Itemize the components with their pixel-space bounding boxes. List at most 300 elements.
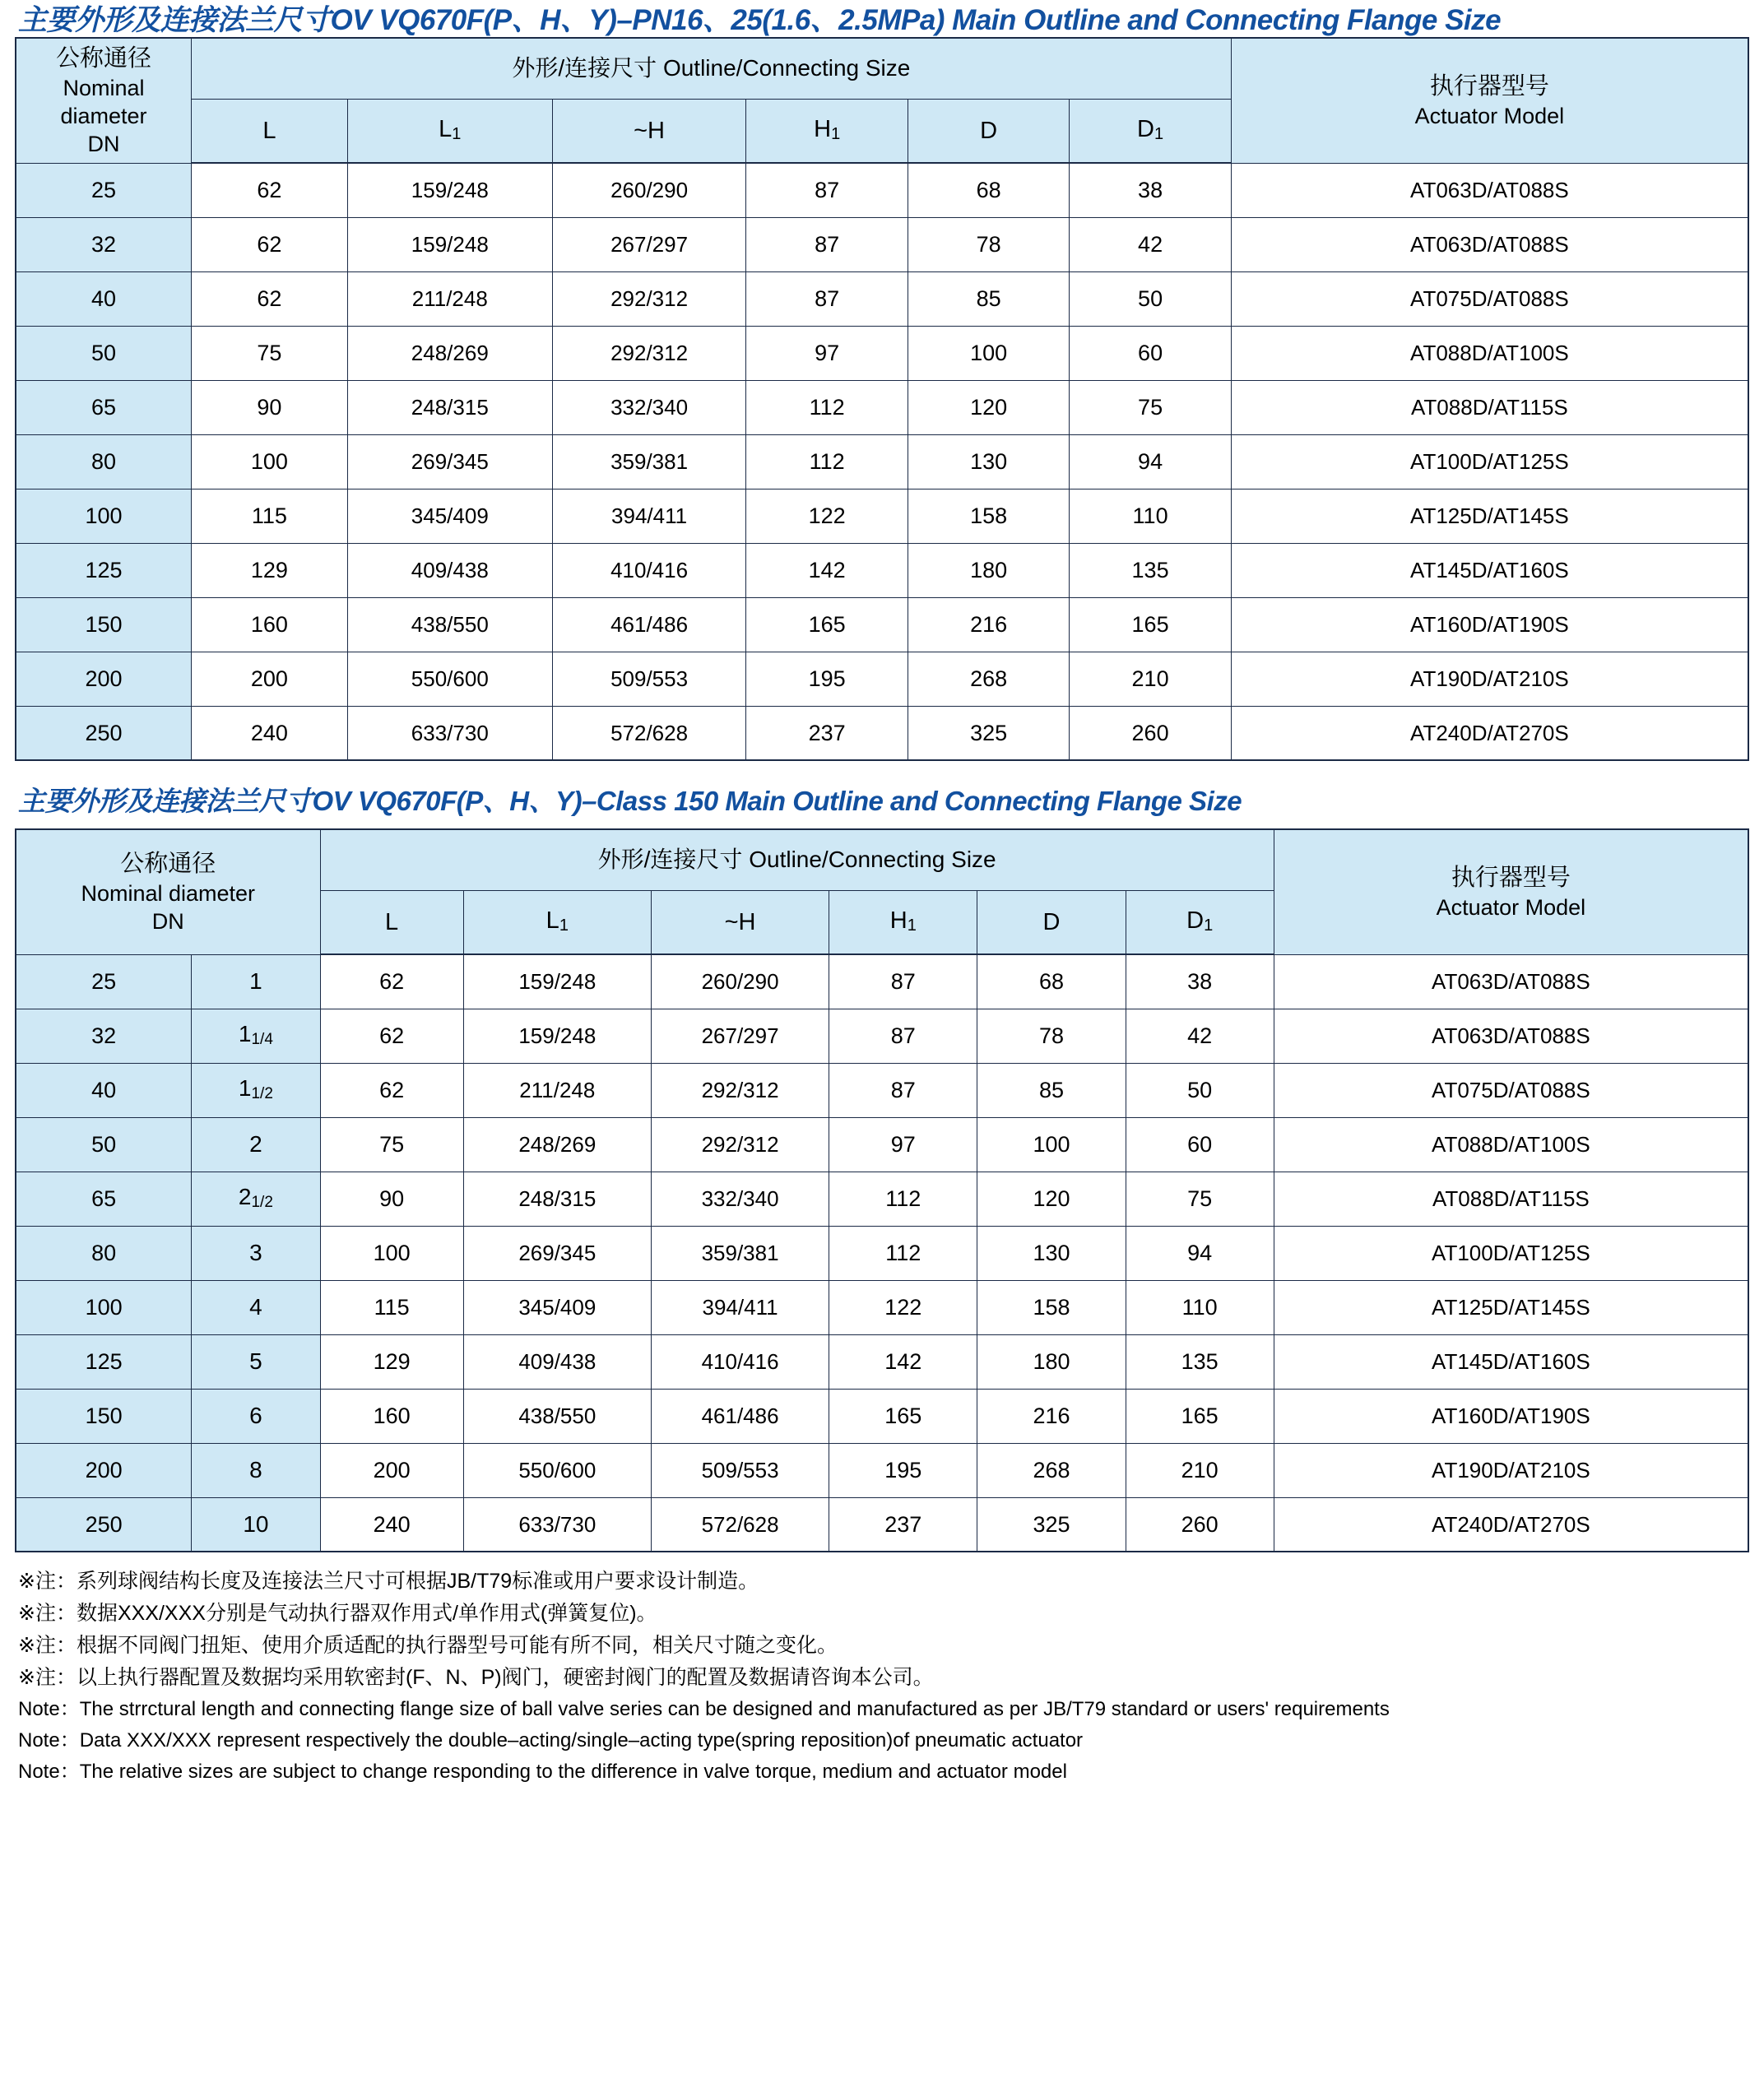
cell-H-text: 267/297: [701, 1023, 779, 1048]
cell-nominal-diameter-text: 100: [85, 1295, 123, 1320]
cell-L1: [347, 380, 552, 434]
table-row: [16, 1280, 1748, 1334]
cell-D: [908, 271, 1069, 326]
cell-L-text: 200: [373, 1458, 411, 1482]
cell-nominal-diameter: [16, 1172, 192, 1226]
cell-H: [552, 706, 746, 760]
table-row: [16, 652, 1748, 706]
class150-dimension-table: [15, 828, 1749, 1552]
cell-nominal-diameter-text: 200: [85, 666, 123, 691]
inch-fraction: 1/2: [251, 1085, 273, 1102]
cell-L1-text: 211/248: [411, 286, 488, 311]
cell-nominal-diameter-inch: [192, 1063, 320, 1117]
cell-L-text: 129: [250, 558, 288, 582]
cell-D1-text: 38: [1138, 178, 1163, 203]
cell-D-text: 100: [1033, 1132, 1070, 1157]
cell-L-text: 240: [250, 720, 288, 745]
cell-H: [651, 1009, 829, 1063]
cell-nominal-diameter-text: 125: [85, 1349, 123, 1374]
cell-H-text: 332/340: [701, 1186, 779, 1211]
cell-D1: [1070, 652, 1231, 706]
cell-D-text: 85: [976, 286, 1001, 311]
cell-nominal-diameter-inch-text: [249, 1457, 262, 1482]
cell-H1: [829, 1009, 977, 1063]
cell-D1-text: 75: [1138, 395, 1163, 420]
cell-L: [191, 217, 347, 271]
cell-H: [651, 1117, 829, 1172]
cell-H1: [746, 434, 908, 489]
cell-nominal-diameter-text: 32: [91, 1023, 117, 1048]
cell-D: [908, 380, 1069, 434]
cell-nominal-diameter-text: 32: [91, 232, 116, 257]
cell-H-text: 572/628: [701, 1511, 779, 1537]
cell-D1: [1126, 1117, 1274, 1172]
cell-nominal-diameter-inch: [192, 1117, 320, 1172]
cell-H1: [746, 163, 908, 217]
cell-D: [977, 1172, 1126, 1226]
cell-D-text: 68: [976, 178, 1001, 203]
cell-D1: [1126, 1063, 1274, 1117]
cell-actuator-model: [1274, 1009, 1748, 1063]
cell-H1: [746, 217, 908, 271]
cell-H: [552, 652, 746, 706]
table-row: [16, 163, 1748, 217]
cell-H-text: 260/290: [610, 178, 689, 203]
cell-D1: [1126, 1009, 1274, 1063]
cell-nominal-diameter: [16, 434, 191, 489]
cell-H: [651, 1334, 829, 1389]
cell-L1: [463, 954, 651, 1009]
table-row: [16, 1497, 1748, 1552]
cell-L: [320, 1389, 463, 1443]
cell-H: [552, 271, 746, 326]
cell-nominal-diameter-inch: [192, 1334, 320, 1389]
table-row: [16, 326, 1748, 380]
section-2-title: 主要外形及连接法兰尺寸OV VQ670F(P、H、Y)–Class 150 Main Outline and Connecting Flange Size: [18, 786, 1242, 816]
cell-D1: [1126, 954, 1274, 1009]
cell-H-text: 410/416: [610, 558, 689, 582]
header-actuator-model: [1231, 38, 1748, 163]
cell-nominal-diameter-inch: [192, 1009, 320, 1063]
cell-actuator-model-text: AT100D/AT125S: [1432, 1241, 1590, 1265]
cell-L-text: 75: [379, 1132, 405, 1157]
header-col-L1-2: $L_1$: [463, 890, 651, 954]
cell-nominal-diameter-inch: [192, 1226, 320, 1280]
cell-L-text: 160: [373, 1404, 411, 1428]
header-actuator-model-2: [1274, 829, 1748, 954]
cell-L1-text: 159/248: [411, 178, 489, 203]
cell-H1-text: 112: [885, 1186, 921, 1211]
cell-L1: [463, 1009, 651, 1063]
cell-H1: [829, 1172, 977, 1226]
cell-L1-text: 211/248: [519, 1078, 596, 1102]
header-nominal-diameter-2-en1: Nominal diameter: [81, 880, 256, 906]
inch-whole: 1: [249, 968, 262, 994]
cell-H1: [746, 706, 908, 760]
cell-H-text: 410/416: [701, 1349, 779, 1374]
cell-L1-text: 409/438: [411, 558, 489, 582]
cell-L1: [463, 1280, 651, 1334]
cell-L: [320, 1009, 463, 1063]
cell-L1-text: 345/409: [411, 503, 489, 528]
cell-D: [977, 1117, 1126, 1172]
table-row: [16, 954, 1748, 1009]
cell-H1: [829, 1497, 977, 1552]
cell-L1-text: 345/409: [518, 1295, 597, 1320]
cell-nominal-diameter-inch-text: [239, 1184, 273, 1209]
cell-D1-text: 75: [1187, 1186, 1213, 1211]
cell-H-text: 509/553: [701, 1458, 779, 1482]
cell-D1: [1126, 1389, 1274, 1443]
cell-H: [552, 326, 746, 380]
cell-H: [651, 1280, 829, 1334]
cell-actuator-model-text: AT240D/AT270S: [1410, 720, 1569, 745]
header-outline-connecting-size: 外形/连接尺寸 Outline/Connecting Size: [191, 38, 1231, 99]
cell-L-text: 90: [379, 1186, 405, 1211]
cell-L1: [347, 489, 552, 543]
cell-L1: [347, 652, 552, 706]
cell-H: [552, 597, 746, 652]
cell-D: [908, 489, 1069, 543]
cell-actuator-model: [1274, 1063, 1748, 1117]
header-nominal-diameter-en1: Nominal: [63, 75, 145, 100]
cell-D1: [1070, 489, 1231, 543]
cell-D-text: 158: [970, 503, 1008, 528]
cell-L: [191, 597, 347, 652]
cell-L1: [347, 543, 552, 597]
cell-L: [320, 1117, 463, 1172]
cell-L1-text: 248/269: [518, 1132, 597, 1157]
cell-nominal-diameter-text: 250: [85, 720, 123, 745]
cell-actuator-model-text: AT160D/AT190S: [1410, 612, 1569, 637]
cell-L1-text: 269/345: [518, 1241, 597, 1265]
cell-nominal-diameter: [16, 271, 191, 326]
cell-D-text: 216: [1033, 1404, 1070, 1428]
cell-D: [908, 163, 1069, 217]
cell-actuator-model-text: AT145D/AT160S: [1410, 558, 1569, 582]
cell-actuator-model: [1231, 163, 1748, 217]
inch-whole: 1: [238, 1075, 252, 1101]
cell-H: [552, 163, 746, 217]
cell-H1-text: 112: [809, 395, 845, 420]
cell-actuator-model: [1274, 1280, 1748, 1334]
table-row: [16, 706, 1748, 760]
table-row: [16, 1389, 1748, 1443]
cell-L-text: 100: [373, 1241, 411, 1265]
cell-H1: [746, 380, 908, 434]
cell-L1-text: 550/600: [411, 666, 489, 691]
table-1-body: [16, 163, 1748, 760]
cell-H1-text: 122: [884, 1295, 922, 1320]
cell-H-text: 267/297: [610, 232, 689, 257]
cell-H-text: 260/290: [701, 969, 779, 995]
cell-D1: [1070, 271, 1231, 326]
cell-actuator-model: [1274, 1172, 1748, 1226]
table-row: [16, 380, 1748, 434]
cell-nominal-diameter: [16, 597, 191, 652]
header-nominal-diameter-cn: 公称通径: [55, 44, 151, 72]
header-col-H1-2: $H_1$: [829, 890, 977, 954]
cell-L: [191, 271, 347, 326]
cell-H-text: 359/381: [701, 1241, 779, 1265]
cell-nominal-diameter-inch-text: [243, 1511, 268, 1537]
cell-nominal-diameter-text: 125: [85, 558, 123, 582]
header-col-H1: $H_1$: [746, 99, 908, 163]
table-row: [16, 1226, 1748, 1280]
cell-actuator-model-text: AT125D/AT145S: [1432, 1295, 1590, 1320]
inch-whole: 8: [249, 1457, 262, 1482]
cell-L: [191, 326, 347, 380]
cell-nominal-diameter-inch-text: [249, 1403, 262, 1428]
cell-H1-text: 142: [884, 1349, 922, 1374]
cell-H: [552, 380, 746, 434]
cell-D1: [1126, 1443, 1274, 1497]
cell-H1-text: 87: [890, 1078, 916, 1102]
cell-nominal-diameter-text: 150: [85, 1404, 123, 1428]
cell-actuator-model-text: AT190D/AT210S: [1410, 666, 1569, 691]
cell-H-text: 359/381: [610, 449, 689, 474]
cell-D1-text: 50: [1138, 286, 1163, 311]
notes-block: [15, 1566, 1749, 1788]
cell-L-text: 62: [257, 286, 282, 311]
note-line: ※注：数据XXX/XXX分别是气动执行器双作用式/单作用式(弹簧复位)。: [18, 1602, 657, 1625]
table-2-head: [16, 829, 1748, 954]
cell-actuator-model-text: AT190D/AT210S: [1432, 1458, 1590, 1482]
cell-D1: [1126, 1334, 1274, 1389]
cell-actuator-model: [1274, 1117, 1748, 1172]
cell-actuator-model-text: AT075D/AT088S: [1432, 1078, 1590, 1102]
cell-D1: [1070, 597, 1231, 652]
cell-nominal-diameter: [16, 543, 191, 597]
cell-L1-text: 248/315: [411, 395, 489, 420]
cell-L1: [463, 1226, 651, 1280]
table-row: [16, 597, 1748, 652]
cell-D: [908, 217, 1069, 271]
cell-actuator-model-text: AT063D/AT088S: [1410, 178, 1569, 202]
cell-L: [320, 1443, 463, 1497]
cell-D-text: 120: [970, 395, 1008, 420]
table-row: [16, 271, 1748, 326]
cell-nominal-diameter: [16, 1443, 192, 1497]
cell-H1: [746, 652, 908, 706]
cell-L: [320, 1280, 463, 1334]
cell-D1-text: 42: [1187, 1023, 1213, 1048]
cell-L-text: 90: [257, 395, 282, 420]
cell-H1: [829, 1334, 977, 1389]
cell-L1: [463, 1063, 651, 1117]
cell-H1-text: 87: [890, 969, 916, 995]
cell-L-text: 62: [379, 1078, 405, 1102]
cell-nominal-diameter-text: 80: [91, 1241, 117, 1265]
cell-L1: [463, 1497, 651, 1552]
cell-H1-text: 237: [808, 720, 846, 745]
cell-nominal-diameter: [16, 1280, 192, 1334]
cell-L1: [347, 434, 552, 489]
cell-nominal-diameter: [16, 1226, 192, 1280]
cell-nominal-diameter-text: 25: [91, 178, 116, 202]
cell-D1-text: 210: [1181, 1458, 1219, 1482]
header-col-D1: $D_1$: [1070, 99, 1231, 163]
cell-H1-text: 87: [890, 1023, 916, 1048]
cell-H1-text: 195: [884, 1458, 922, 1482]
cell-actuator-model: [1274, 954, 1748, 1009]
cell-L-text: 62: [257, 232, 282, 257]
cell-actuator-model: [1231, 652, 1748, 706]
cell-H1-text: 122: [808, 503, 846, 528]
cell-D1: [1070, 380, 1231, 434]
cell-actuator-model: [1231, 706, 1748, 760]
cell-L1-text: 269/345: [411, 449, 489, 474]
header-nominal-diameter-en2: diameter: [60, 103, 147, 128]
header-nominal-diameter-2-en2: DN: [151, 908, 184, 934]
cell-nominal-diameter-text: 250: [85, 1511, 123, 1537]
note-line: ※注：以上执行器配置及数据均采用软密封(F、N、P)阀门，硬密封阀门的配置及数据请咨询本公司。: [18, 1666, 934, 1689]
cell-nominal-diameter: [16, 489, 191, 543]
cell-nominal-diameter-inch: [192, 1280, 320, 1334]
inch-whole: 2: [238, 1184, 252, 1209]
cell-nominal-diameter-text: 200: [85, 1458, 123, 1482]
inch-fraction: 1/4: [251, 1031, 273, 1048]
cell-L1: [347, 163, 552, 217]
cell-H-text: 292/312: [610, 286, 689, 311]
cell-D-text: 325: [970, 720, 1008, 745]
cell-D-text: 268: [970, 666, 1008, 691]
cell-D: [908, 597, 1069, 652]
cell-D1-text: 260: [1131, 720, 1169, 745]
cell-D1-text: 42: [1138, 232, 1163, 257]
cell-D-text: 216: [970, 612, 1008, 637]
cell-actuator-model: [1274, 1497, 1748, 1552]
cell-L: [320, 1063, 463, 1117]
cell-H-text: 461/486: [610, 612, 689, 637]
cell-actuator-model-text: AT063D/AT088S: [1432, 969, 1590, 994]
cell-L: [191, 543, 347, 597]
cell-L1-text: 409/438: [518, 1349, 597, 1374]
cell-H-text: 332/340: [610, 395, 689, 420]
cell-H1: [746, 326, 908, 380]
cell-D1-text: 110: [1181, 1295, 1218, 1320]
cell-D1: [1070, 434, 1231, 489]
header-actuator-model-2-en: Actuator Model: [1436, 894, 1586, 920]
cell-L1-text: 633/730: [518, 1511, 597, 1537]
cell-H1: [829, 1117, 977, 1172]
cell-L-text: 115: [251, 503, 287, 528]
cell-D: [977, 1063, 1126, 1117]
cell-L1-text: 248/269: [411, 341, 489, 365]
cell-H: [651, 954, 829, 1009]
cell-H: [651, 1063, 829, 1117]
cell-D-text: 325: [1033, 1511, 1070, 1537]
header-actuator-model-en: Actuator Model: [1414, 103, 1565, 128]
cell-H1-text: 237: [884, 1511, 922, 1537]
cell-nominal-diameter-text: 100: [85, 503, 123, 528]
cell-nominal-diameter: [16, 1334, 192, 1389]
table-row: [16, 489, 1748, 543]
cell-H-text: 292/312: [610, 341, 689, 365]
cell-H-text: 292/312: [701, 1078, 779, 1102]
cell-H1-text: 97: [890, 1132, 916, 1157]
cell-actuator-model: [1231, 543, 1748, 597]
note-line: Note：The strrctural length and connecting flange size of ball valve series can be designed and manufactured as per JB/T79 standard or users' requirements: [18, 1698, 1390, 1720]
inch-whole: 10: [243, 1510, 269, 1537]
cell-D-text: 78: [1038, 1023, 1064, 1048]
cell-D1-text: 60: [1138, 341, 1163, 365]
cell-nominal-diameter: [16, 1389, 192, 1443]
cell-L1-text: 438/550: [411, 612, 489, 637]
cell-D1-text: 38: [1187, 969, 1213, 995]
cell-L1-text: 159/248: [518, 1023, 597, 1048]
cell-nominal-diameter-inch: [192, 1172, 320, 1226]
inch-whole: 6: [249, 1403, 262, 1428]
cell-actuator-model-text: AT063D/AT088S: [1410, 232, 1569, 257]
cell-L1: [463, 1443, 651, 1497]
cell-actuator-model: [1274, 1389, 1748, 1443]
cell-D: [977, 1009, 1126, 1063]
table-2-body: [16, 954, 1748, 1552]
table-row: [16, 434, 1748, 489]
cell-D1-text: 94: [1187, 1241, 1213, 1265]
cell-H1: [746, 271, 908, 326]
header-col-L-2: L: [320, 890, 463, 954]
cell-D1: [1070, 163, 1231, 217]
cell-actuator-model-text: AT125D/AT145S: [1410, 503, 1569, 528]
header-actuator-model-cn: 执行器型号: [1429, 72, 1549, 100]
cell-H-text: 461/486: [701, 1404, 779, 1428]
inch-whole: 1: [238, 1021, 252, 1046]
cell-actuator-model-text: AT088D/AT100S: [1410, 341, 1569, 365]
cell-D1: [1126, 1280, 1274, 1334]
note-line: ※注：系列球阀结构长度及连接法兰尺寸可根据JB/T79标准或用户要求设计制造。: [18, 1570, 759, 1593]
cell-actuator-model-text: AT145D/AT160S: [1432, 1349, 1590, 1374]
note-line: Note：The relative sizes are subject to change responding to the difference in valve torque, medium and actuator model: [18, 1761, 1067, 1783]
cell-D1-text: 260: [1181, 1511, 1219, 1537]
cell-H1: [746, 543, 908, 597]
note-line: ※注：根据不同阀门扭矩、使用介质适配的执行器型号可能有所不同，相关尺寸随之变化。: [18, 1634, 838, 1657]
cell-nominal-diameter: [16, 326, 191, 380]
cell-L-text: 62: [257, 178, 282, 203]
table-row: [16, 1172, 1748, 1226]
cell-nominal-diameter-text: 25: [91, 969, 117, 994]
cell-nominal-diameter-inch-text: [249, 1348, 262, 1374]
cell-D: [977, 1443, 1126, 1497]
cell-H1-text: 195: [808, 666, 846, 691]
cell-nominal-diameter: [16, 1117, 192, 1172]
cell-D: [908, 706, 1069, 760]
cell-D: [977, 954, 1126, 1009]
cell-actuator-model: [1274, 1226, 1748, 1280]
cell-L1: [347, 217, 552, 271]
cell-D-text: 85: [1038, 1078, 1064, 1102]
cell-H1-text: 112: [885, 1241, 921, 1265]
cell-nominal-diameter-inch: [192, 1497, 320, 1552]
header-nominal-diameter-en3: DN: [87, 131, 120, 156]
cell-H-text: 394/411: [702, 1295, 778, 1320]
cell-actuator-model-text: AT100D/AT125S: [1410, 449, 1569, 474]
cell-actuator-model: [1231, 489, 1748, 543]
cell-H-text: 394/411: [611, 503, 688, 528]
cell-D1-text: 50: [1187, 1078, 1213, 1102]
cell-H1-text: 165: [884, 1404, 922, 1428]
cell-D1: [1126, 1497, 1274, 1552]
cell-nominal-diameter: [16, 1009, 192, 1063]
cell-H: [651, 1389, 829, 1443]
cell-actuator-model: [1231, 326, 1748, 380]
cell-actuator-model: [1231, 380, 1748, 434]
cell-H1-text: 142: [808, 558, 846, 582]
cell-H1-text: 165: [808, 612, 846, 637]
cell-nominal-diameter-text: 50: [91, 1132, 117, 1157]
cell-D-text: 100: [970, 341, 1008, 365]
